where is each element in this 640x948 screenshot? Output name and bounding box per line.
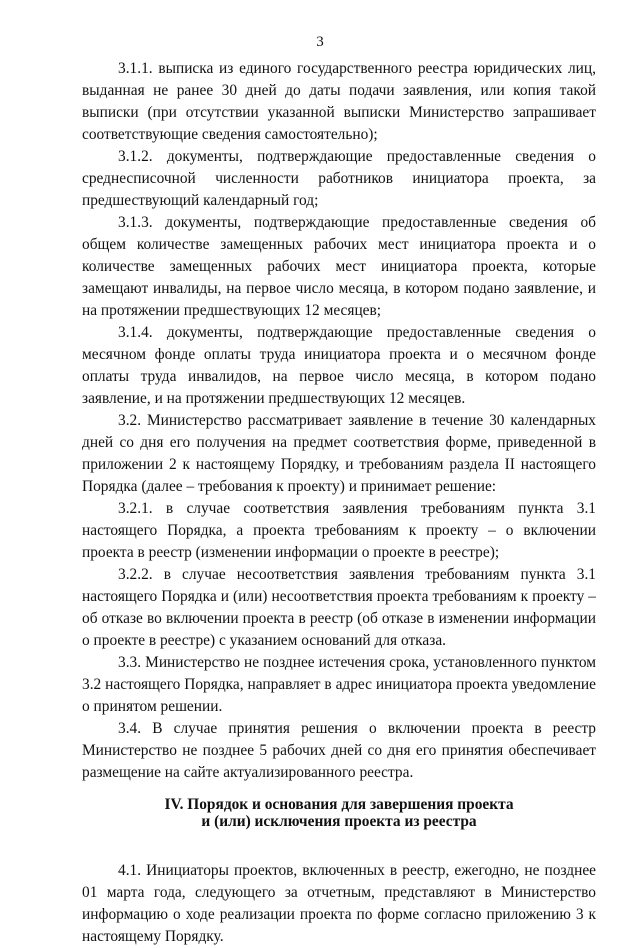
paragraph-3-2-1: 3.2.1. в случае соответствия заявления требованиям пункта 3.1 настоящего Порядка, а проекта требованиям к проекту – о включении проекта в реестр (изменении информации о проекте в реестре); [82,500,596,561]
paragraph-3-2-2: 3.2.2. в случае несоответствия заявления требованиям пункта 3.1 настоящего Порядка и (или) несоответствия проекта требованиям к проекту – об отказе во включении проекта в реестр (об отказе в изменении информации о проекте в реестре) с указанием оснований для отказа. [82,566,596,649]
document-body [82,58,596,948]
paragraph-3-2: 3.2. Министерство рассматривает заявление в течение 30 календарных дней со дня его получения на предмет соответствия форме, приведенной в приложении 2 к настоящему Порядку, и требованиям раздела II настоящего Порядка (далее – требования к проекту) и принимает решение: [82,412,596,495]
section-heading-line-2: и (или) исключения проекта из реестра [201,813,477,830]
paragraph-3-4: 3.4. В случае принятия решения о включении проекта в реестр Министерство не позднее 5 рабочих дней со дня его принятия обеспечивает размещение на сайте актуализированного реестра. [82,720,596,781]
paragraph-3-1-3: 3.1.3. документы, подтверждающие предоставленные сведения об общем количестве замещенных рабочих мест инициатора проекта и о количестве замещенных рабочих мест инициатора проекта, которые замещают инвалиды, на первое число месяца, в котором подано заявление, и на протяжении предшествующих 12 месяцев; [82,214,596,319]
paragraph-3-3: 3.3. Министерство не позднее истечения срока, установленного пунктом 3.2 настоящего Порядка, направляет в адрес инициатора проекта уведомление о принятом решении. [82,654,596,715]
section-heading-line-1: IV. Порядок и основания для завершения проекта [164,796,514,813]
section-spacer [82,830,596,860]
paragraph-3-1-4: 3.1.4. документы, подтверждающие предоставленные сведения о месячном фонде оплаты труда инициатора проекта и о месячном фонде оплаты труда инвалидов, на первое число месяца, в котором подано заявление, и на протяжении предшествующих 12 месяцев. [82,324,596,407]
paragraph-4-1: 4.1. Инициаторы проектов, включенных в реестр, ежегодно, не позднее 01 марта года, следующего за отчетным, представляют в Министерство информацию о ходе реализации проекта по форме согласно приложению 3 к настоящему Порядку. [82,862,596,945]
section-heading [82,796,596,830]
page-number: 3 [316,34,324,50]
paragraph-3-1-1: 3.1.1. выписка из единого государственного реестра юридических лиц, выданная не ранее 30 дней до даты подачи заявления, или копия такой выписки (при отсутствии указанной выписки Министерство запрашивает соответствующие сведения самостоятельно); [82,60,596,143]
paragraph-3-1-2: 3.1.2. документы, подтверждающие предоставленные сведения о среднесписочной численности работников инициатора проекта, за предшествующий календарный год; [82,148,596,209]
